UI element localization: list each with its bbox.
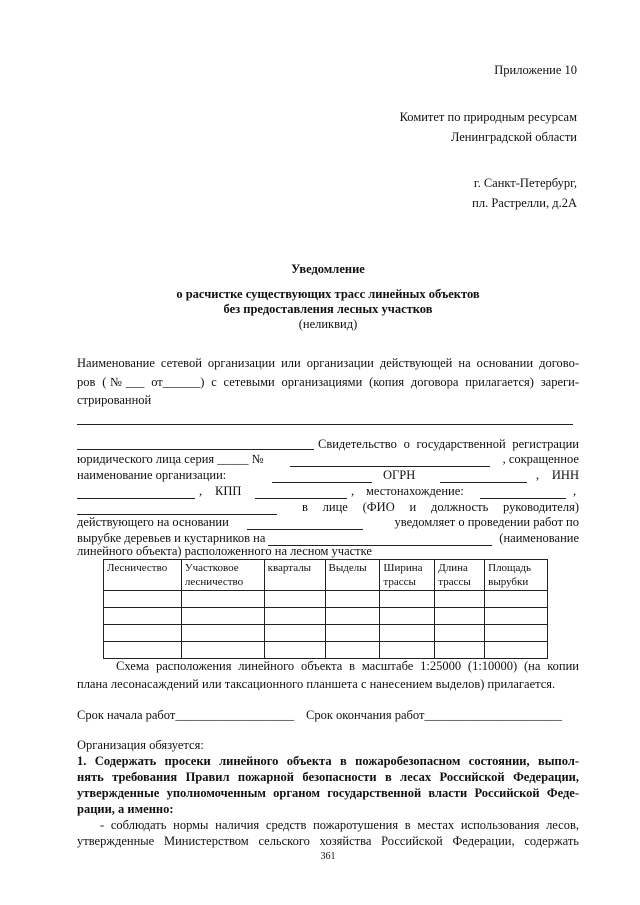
- table-cell: [380, 625, 435, 642]
- object-location-label: линейного объекта) расположенного на лесном участке: [77, 544, 372, 558]
- blank-line: [290, 466, 490, 467]
- table-cell: [104, 608, 182, 625]
- comma: ,: [536, 468, 540, 482]
- blank-line: [480, 498, 566, 499]
- intro-line-2: ров (№___ от______) с сетевыми организациями (копия договора прилагается) зареги-: [77, 375, 579, 389]
- comma: ,: [351, 484, 355, 498]
- person-label: в лице (ФИО и должность руководителя): [302, 500, 579, 514]
- document-title: Уведомление: [291, 262, 365, 276]
- column-header: Длина трассы: [435, 560, 485, 591]
- intro-line-3: стрированной: [77, 393, 152, 407]
- intro-line-1: Наименование сетевой организации или организации действующей на основании догово-: [77, 356, 579, 370]
- blank-line: [255, 498, 347, 499]
- table-cell: [325, 642, 380, 659]
- blank-line: [77, 498, 195, 499]
- object-name-label: (наименование: [499, 531, 579, 545]
- blank-line: [440, 482, 527, 483]
- acting-basis-label: действующего на основании: [77, 515, 229, 529]
- org-name-label: наименование организации:: [77, 468, 227, 482]
- table-cell: [380, 591, 435, 608]
- ogrn-label: ОГРН: [383, 468, 416, 482]
- table-row: [104, 591, 548, 608]
- table-cell: [380, 608, 435, 625]
- obligation-sub-line-2: утвержденные Министерством сельского хозяйства Российской Федерации, содержать: [77, 834, 579, 848]
- appendix-label: Приложение 10: [494, 63, 577, 77]
- address-line-2: пл. Растрелли, д.2А: [472, 196, 577, 210]
- blank-line: [272, 482, 372, 483]
- felling-label: вырубке деревьев и кустарников на: [77, 531, 266, 545]
- address-line-1: г. Санкт-Петербург,: [473, 176, 577, 190]
- table-cell: [435, 608, 485, 625]
- table-cell: [325, 608, 380, 625]
- obligation-1-line-4: рации, а именно:: [77, 802, 174, 816]
- table-row: [104, 625, 548, 642]
- obligation-1-line-3: утвержденные уполномоченным органом государственной власти Российской Феде-: [77, 786, 579, 800]
- document-subtitle-2: без предоставления лесных участков: [223, 302, 433, 316]
- table-cell: [435, 642, 485, 659]
- table-cell: [264, 625, 325, 642]
- obligation-sub-line-1: - соблюдать нормы наличия средств пожаротушения в местах использования лесов,: [100, 818, 579, 832]
- blank-line: [247, 529, 363, 530]
- table-cell: [435, 591, 485, 608]
- obligations-intro: Организация обязуется:: [77, 738, 204, 752]
- forest-plot-table: [103, 559, 548, 659]
- scheme-line-1: Схема расположения линейного объекта в масштабе 1:25000 (1:10000) (на копии: [116, 659, 579, 673]
- table-cell: [264, 642, 325, 659]
- table-cell: [485, 642, 548, 659]
- table-cell: [485, 608, 548, 625]
- end-date-label: Срок окончания работ______________________: [306, 708, 562, 722]
- table-cell: [104, 625, 182, 642]
- column-header: Лесничество: [104, 560, 182, 591]
- table-cell: [435, 625, 485, 642]
- table-cell: [325, 591, 380, 608]
- recipient-line-2: Ленинградской области: [450, 130, 577, 144]
- document-subtitle-1: о расчистке существующих трасс линейных объектов: [176, 287, 480, 301]
- location-label: местонахождение:: [366, 484, 464, 498]
- column-header: Выделы: [325, 560, 380, 591]
- certificate-label: Свидетельство о государственной регистрации: [318, 437, 579, 451]
- page-number: 361: [320, 851, 336, 862]
- scheme-line-2: плана лесонасаждений или таксационного планшета с нанесением выделов) прилагается.: [77, 677, 556, 691]
- table-cell: [104, 591, 182, 608]
- blank-line: [77, 449, 314, 450]
- kpp-label: КПП: [215, 484, 242, 498]
- table-cell: [380, 642, 435, 659]
- table-cell: [325, 625, 380, 642]
- notifies-label: уведомляет о проведении работ по: [394, 515, 579, 529]
- recipient-line-1: Комитет по природным ресурсам: [399, 110, 577, 124]
- table-cell: [485, 591, 548, 608]
- table-cell: [264, 591, 325, 608]
- column-header: Участковое лесничество: [181, 560, 264, 591]
- table-cell: [181, 591, 264, 608]
- table-cell: [181, 642, 264, 659]
- comma: ,: [573, 484, 577, 498]
- inn-label: ИНН: [551, 468, 579, 482]
- table-header-row: [104, 560, 548, 591]
- start-date-label: Срок начала работ___________________: [77, 708, 295, 722]
- comma: ,: [199, 484, 203, 498]
- table-row: [104, 642, 548, 659]
- column-header: Ширина трассы: [380, 560, 435, 591]
- table-row: [104, 608, 548, 625]
- table-cell: [181, 608, 264, 625]
- document-subtitle-3: (неликвид): [298, 317, 358, 331]
- obligation-1-line-2: нять требования Правил пожарной безопасности в лесах Российской Федерации,: [77, 770, 579, 784]
- short-name-label: , сокращенное: [502, 452, 579, 466]
- obligation-1-line-1: 1. Содержать просеки линейного объекта в пожаробезопасном состоянии, выпол-: [77, 754, 579, 768]
- column-header: кварталы: [264, 560, 325, 591]
- table-cell: [485, 625, 548, 642]
- blank-line: [77, 424, 573, 425]
- table-cell: [264, 608, 325, 625]
- series-label: юридического лица серия _____ №: [77, 452, 264, 466]
- column-header: Площадь вырубки: [485, 560, 548, 591]
- table-cell: [181, 625, 264, 642]
- table-cell: [104, 642, 182, 659]
